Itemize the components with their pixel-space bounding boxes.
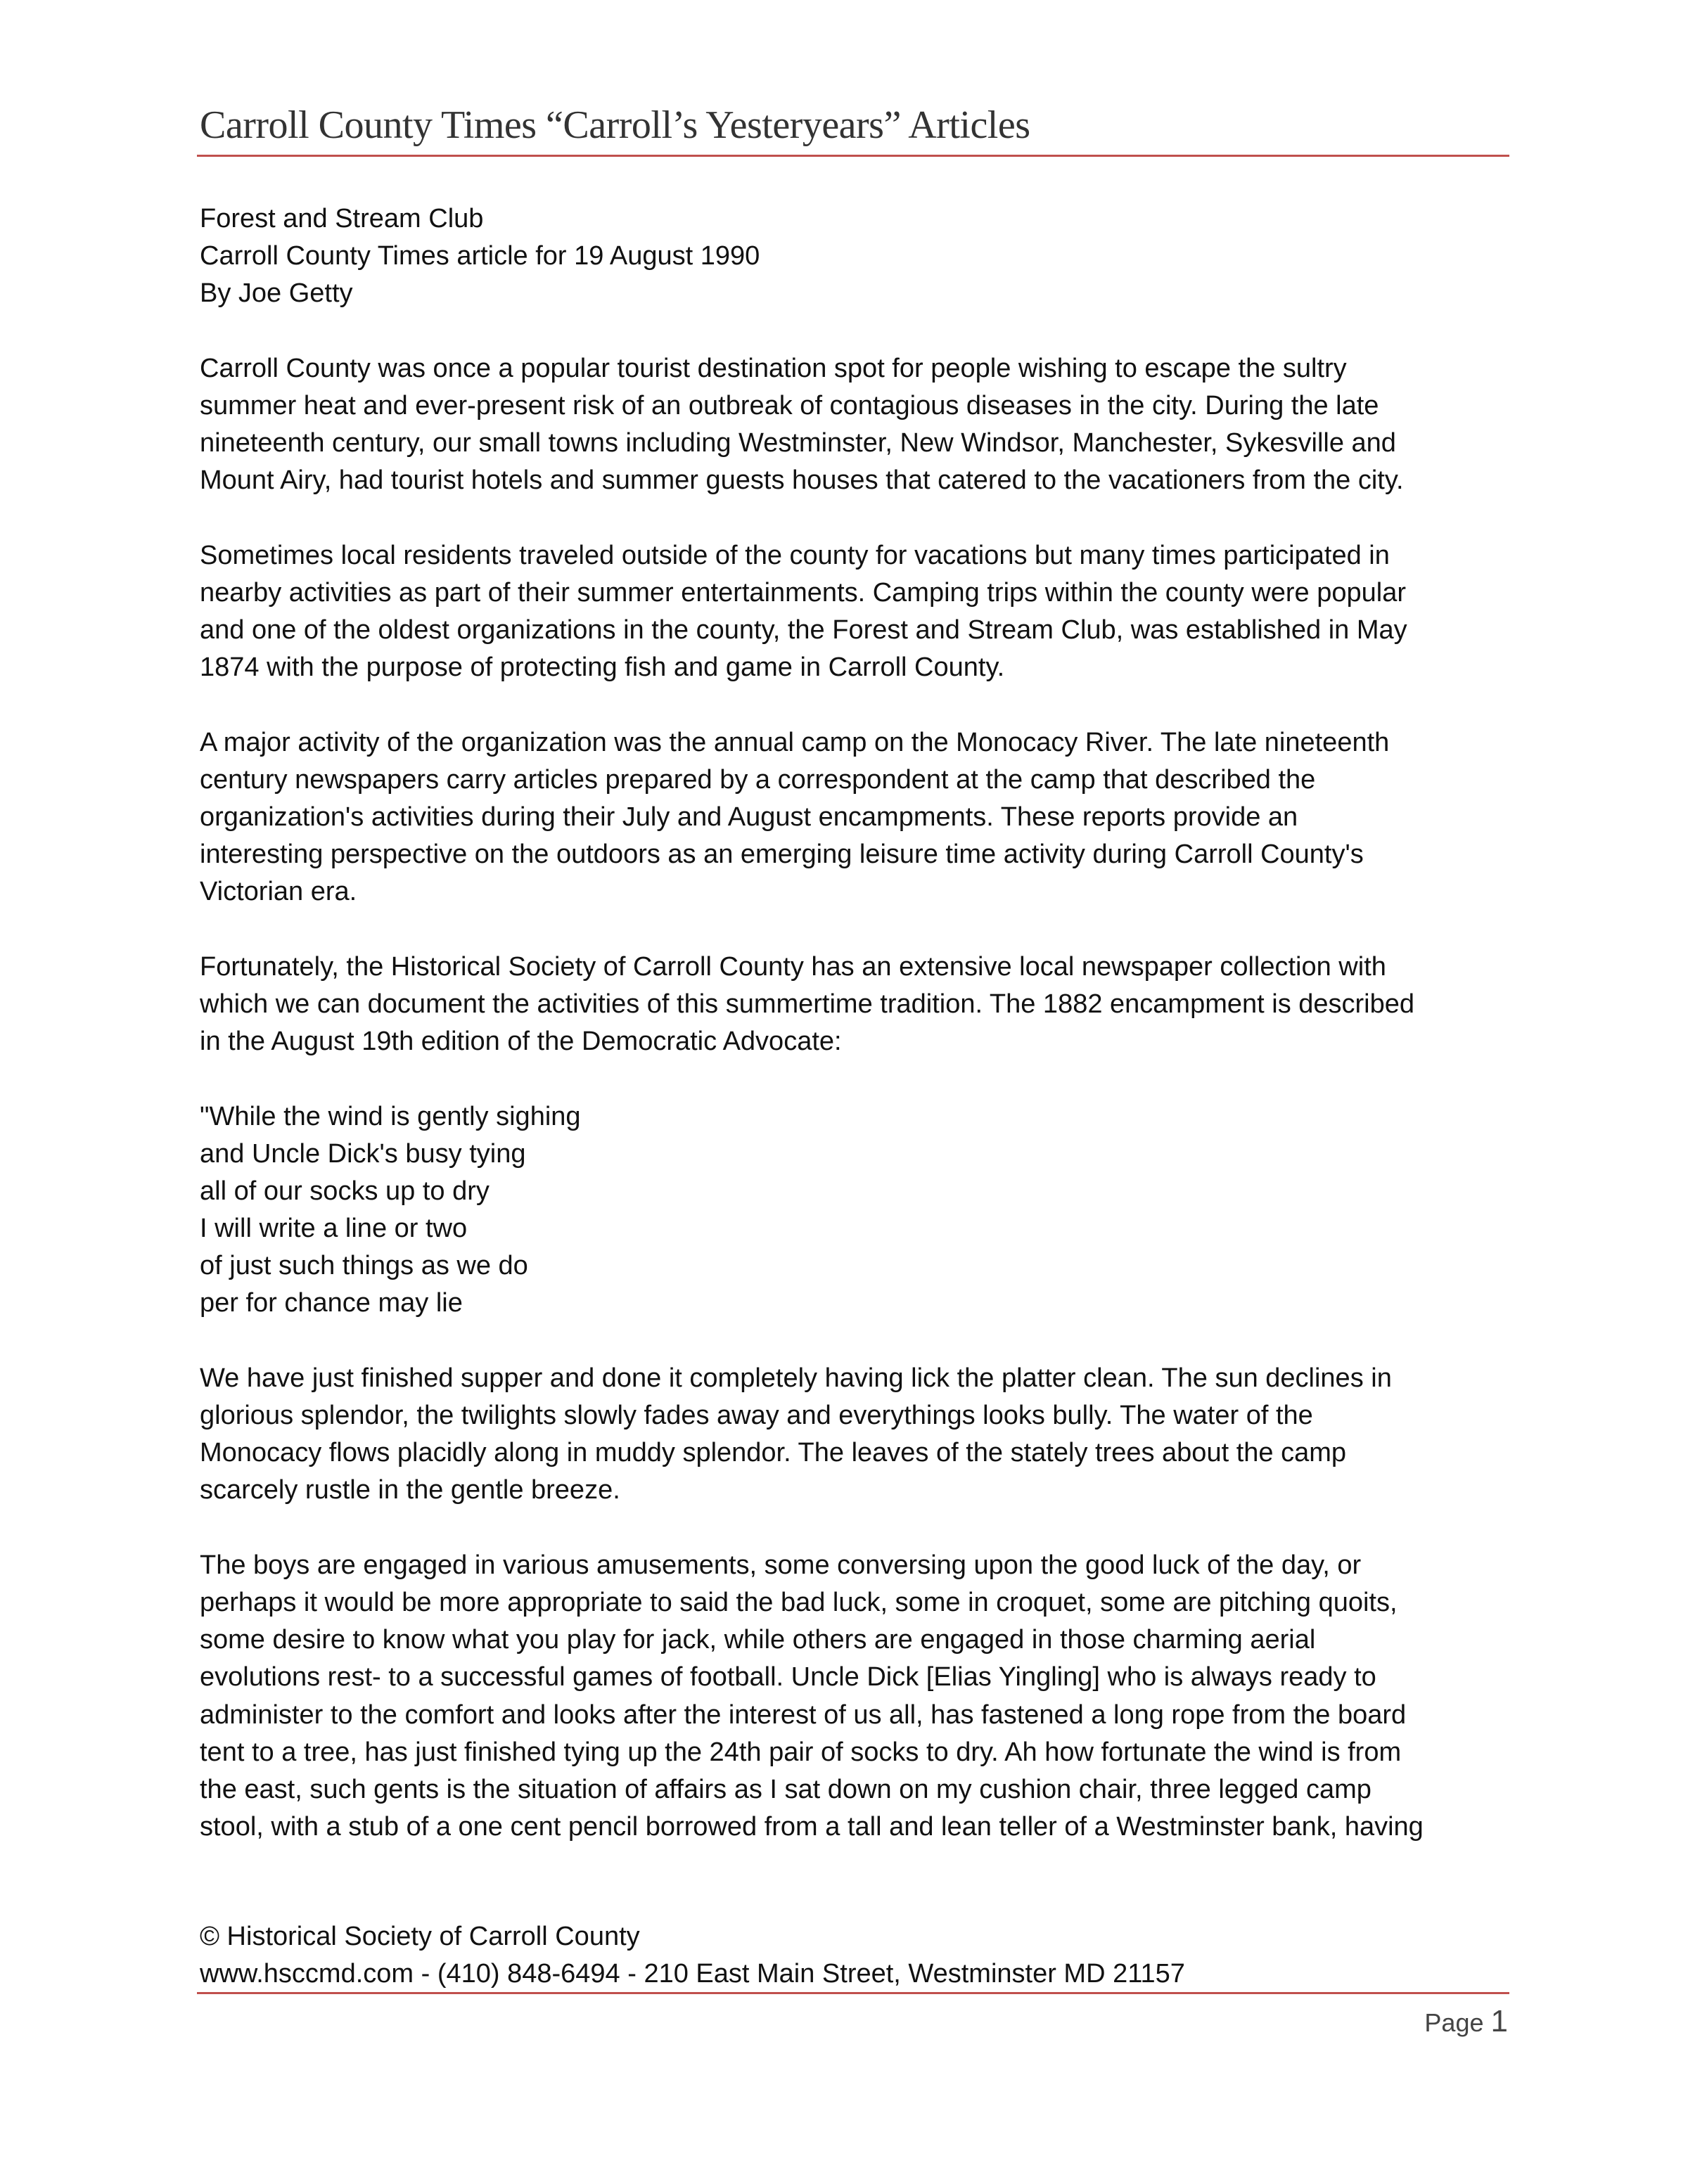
- text-line: tent to a tree, has just finished tying up the 24th pair of socks to dry. Ah how fortunate the wind is from: [200, 1737, 1402, 1767]
- footer-contact: www.hsccmd.com - (410) 848-6494 - 210 East Main Street, Westminster MD 21157: [200, 1959, 1185, 1989]
- text-line: and one of the oldest organizations in the county, the Forest and Stream Club, was established in May: [200, 615, 1407, 645]
- text-line: interesting perspective on the outdoors as an emerging leisure time activity during Carroll County's: [200, 840, 1364, 870]
- text-line: The boys are engaged in various amusements, some conversing upon the good luck of the day, or: [200, 1550, 1362, 1580]
- text-line: some desire to know what you play for jack, while others are engaged in those charming aerial: [200, 1625, 1316, 1655]
- text-line: Carroll County was once a popular tourist destination spot for people wishing to escape the sultry: [200, 353, 1347, 383]
- text-line: Forest and Stream Club: [200, 204, 484, 233]
- paragraph: [200, 537, 1522, 687]
- paragraph: [200, 724, 1522, 911]
- footer-copyright: © Historical Society of Carroll County: [200, 1922, 640, 1951]
- text-line: scarcely rustle in the gentle breeze.: [200, 1475, 620, 1505]
- text-line: the east, such gents is the situation of affairs as I sat down on my cushion chair, three legged camp: [200, 1774, 1372, 1804]
- page-number: [1424, 2004, 1508, 2039]
- text-line: of just such things as we do: [200, 1251, 528, 1281]
- text-line: By Joe Getty: [200, 278, 353, 309]
- paragraph: [200, 350, 1522, 500]
- text-line: and Uncle Dick's busy tying: [200, 1138, 526, 1169]
- text-line: I will write a line or two: [200, 1214, 468, 1244]
- article-heading: [200, 200, 1522, 313]
- text-line: glorious splendor, the twilights slowly fades away and everythings looks bully. The water of the: [200, 1401, 1313, 1430]
- text-line: We have just finished supper and done it completely having lick the platter clean. The sun declines in: [200, 1363, 1392, 1393]
- page-number-value: 1: [1490, 2004, 1508, 2038]
- text-line: administer to the comfort and looks after the interest of us all, has fastened a long rope from the board: [200, 1700, 1407, 1730]
- running-header-title: Carroll County Times “Carroll’s Yesteryears” Articles: [200, 103, 1030, 147]
- text-line: nearby activities as part of their summer entertainments. Camping trips within the county were popular: [200, 577, 1407, 608]
- footer-rule: [197, 1992, 1509, 1994]
- paragraph: [200, 949, 1522, 1061]
- text-line: Victorian era.: [200, 877, 357, 907]
- poem-quote: [200, 1098, 1522, 1323]
- text-line: which we can document the activities of this summertime tradition. The 1882 encampment is described: [200, 989, 1415, 1019]
- text-line: all of our socks up to dry: [200, 1176, 490, 1206]
- text-line: nineteenth century, our small towns including Westminster, New Windsor, Manchester, Sykesville and: [200, 428, 1396, 458]
- article-body: [200, 200, 1522, 1883]
- paragraph: [200, 1547, 1522, 1846]
- text-line: 1874 with the purpose of protecting fish and game in Carroll County.: [200, 653, 1005, 683]
- text-line: Monocacy flows placidly along in muddy splendor. The leaves of the stately trees about the camp: [200, 1438, 1346, 1468]
- text-line: evolutions rest- to a successful games of football. Uncle Dick [Elias Yingling] who is always ready to: [200, 1662, 1376, 1692]
- text-line: stool, with a stub of a one cent pencil borrowed from a tall and lean teller of a Westminster bank, having: [200, 1812, 1424, 1842]
- page-label: Page: [1424, 2008, 1484, 2037]
- text-line: organization's activities during their July and August encampments. These reports provide an: [200, 802, 1298, 832]
- text-line: Carroll County Times article for 19 August 1990: [200, 241, 760, 271]
- header-rule: [197, 155, 1509, 157]
- page-footer: [200, 1918, 1185, 1993]
- text-line: A major activity of the organization was the annual camp on the Monocacy River. The late nineteenth: [200, 727, 1390, 757]
- text-line: Fortunately, the Historical Society of Carroll County has an extensive local newspaper collection with: [200, 951, 1386, 982]
- text-line: century newspapers carry articles prepared by a correspondent at the camp that described the: [200, 764, 1316, 795]
- text-line: in the August 19th edition of the Democratic Advocate:: [200, 1027, 842, 1057]
- text-line: per for chance may lie: [200, 1288, 463, 1318]
- text-line: "While the wind is gently sighing: [200, 1101, 581, 1131]
- text-line: Mount Airy, had tourist hotels and summer guests houses that catered to the vacationers from the city.: [200, 465, 1404, 496]
- text-line: Sometimes local residents traveled outside of the county for vacations but many times participated in: [200, 540, 1390, 570]
- text-line: perhaps it would be more appropriate to said the bad luck, some in croquet, some are pitching quoits,: [200, 1587, 1398, 1617]
- paragraph: [200, 1360, 1522, 1510]
- text-line: summer heat and ever-present risk of an outbreak of contagious diseases in the city. During the late: [200, 390, 1379, 420]
